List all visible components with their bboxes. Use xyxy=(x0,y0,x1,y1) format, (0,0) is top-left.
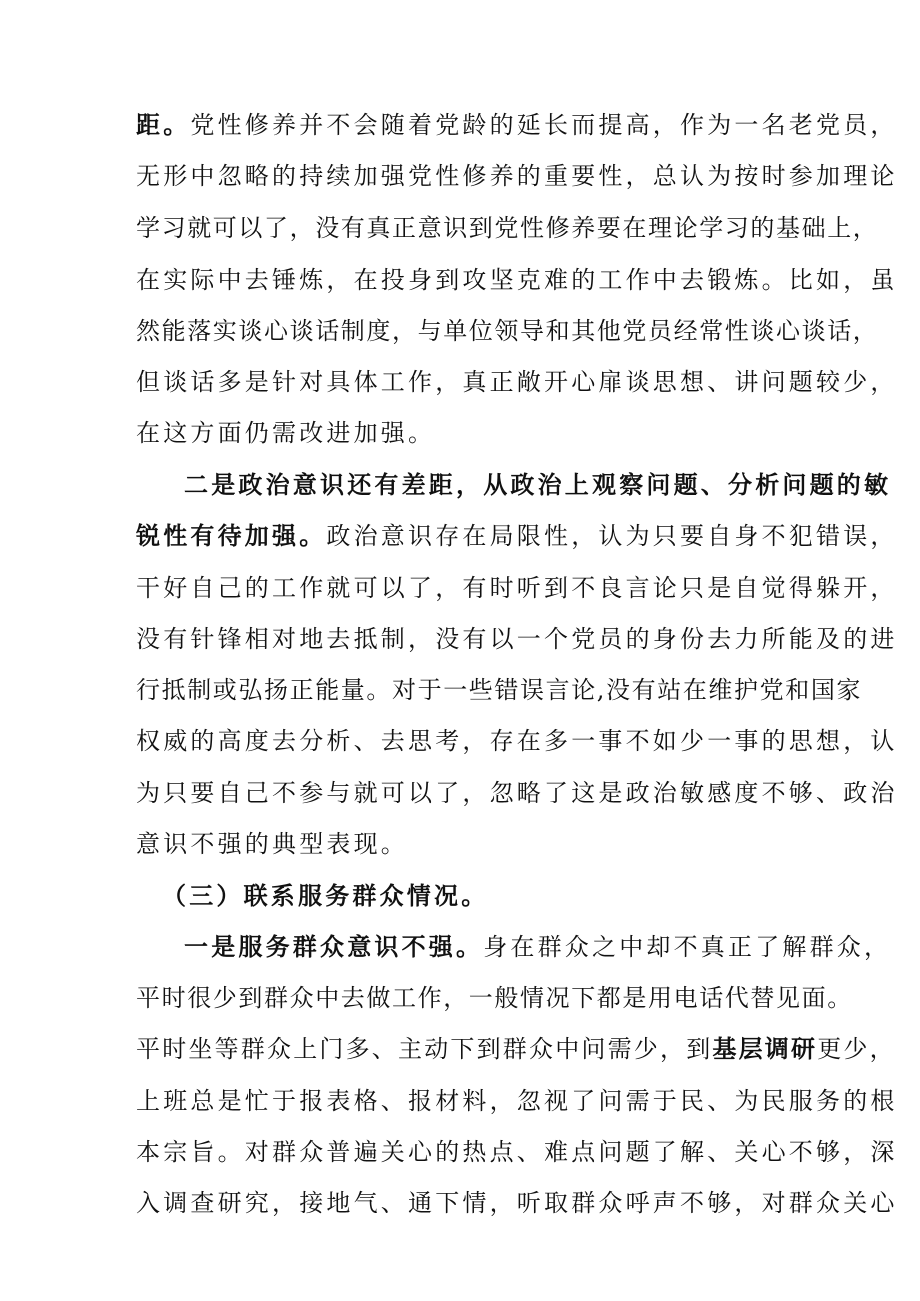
text-line xyxy=(136,1031,896,1067)
text-line: 行抵制或弘扬正能量。对于一些错误言论,没有站在维护党和国家 xyxy=(136,676,863,704)
text-line: 为只要自己不参与就可以了，忽略了这是政治敏感度不够、政治 xyxy=(136,779,898,807)
bold-text: 基层调研 xyxy=(712,1034,818,1063)
text-line xyxy=(184,929,891,965)
text-line: 上班总是忙于报表格、报材料，忽视了问需于民、为民服务的根 xyxy=(136,1087,898,1115)
text-line: 入调查研究，接地气、通下情，听取群众呼声不够，对群众关心 xyxy=(136,1189,898,1217)
bold-text: 锐性有待加强。 xyxy=(136,521,327,550)
text-line: 无形中忽略的持续加强党性修养的重要性，总认为按时参加理论 xyxy=(136,162,898,190)
text-line: 然能落实谈心谈话制度，与单位领导和其他党员经常性谈心谈话， xyxy=(136,317,879,345)
bold-text: 距。 xyxy=(136,110,191,139)
body-text: 平时坐等群众上门多、主动下到群众中问需少，到 xyxy=(136,1035,713,1063)
text-line xyxy=(136,107,898,143)
text-line: 干好自己的工作就可以了，有时听到不良言论只是自觉得躲开， xyxy=(136,574,898,602)
bold-text: 一是服务群众意识不强。 xyxy=(184,932,484,961)
text-line: 在这方面仍需改进加强。 xyxy=(136,419,436,447)
text-line: 平时很少到群众中去做工作，一般情况下都是用电话代替见面。 xyxy=(136,984,853,1012)
bold-heading-line: 二是政治意识还有差距，从政治上观察问题、分析问题的敏 xyxy=(184,470,892,499)
text-line: 意识不强的典型表现。 xyxy=(136,830,408,858)
text-line xyxy=(136,518,898,554)
text-line: 但谈话多是针对具体工作，真正敞开心扉谈思想、讲问题较少， xyxy=(136,368,898,396)
text-line: 本宗旨。对群众普遍关心的热点、难点问题了解、关心不够，深 xyxy=(136,1138,898,1166)
text-line: 学习就可以了，没有真正意识到党性修养要在理论学习的基础上， xyxy=(136,214,879,242)
text-line: 权威的高度去分析、去思考，存在多一事不如少一事的思想，认 xyxy=(136,727,898,755)
section-heading: （三）联系服务群众情况。 xyxy=(162,881,489,910)
body-text: 更少， xyxy=(817,1035,896,1063)
text-line: 没有针锋相对地去抵制，没有以一个党员的身份去力所能及的进 xyxy=(136,625,898,653)
body-text: 党性修养并不会随着党龄的延长而提高，作为一名老党员， xyxy=(190,111,898,139)
body-text: 身在群众之中却不真正了解群众， xyxy=(483,933,892,961)
body-text: 政治意识存在局限性，认为只要自身不犯错误， xyxy=(326,522,898,550)
text-line: 在实际中去锤炼，在投身到攻坚克难的工作中去锻炼。比如，虽 xyxy=(136,266,898,294)
